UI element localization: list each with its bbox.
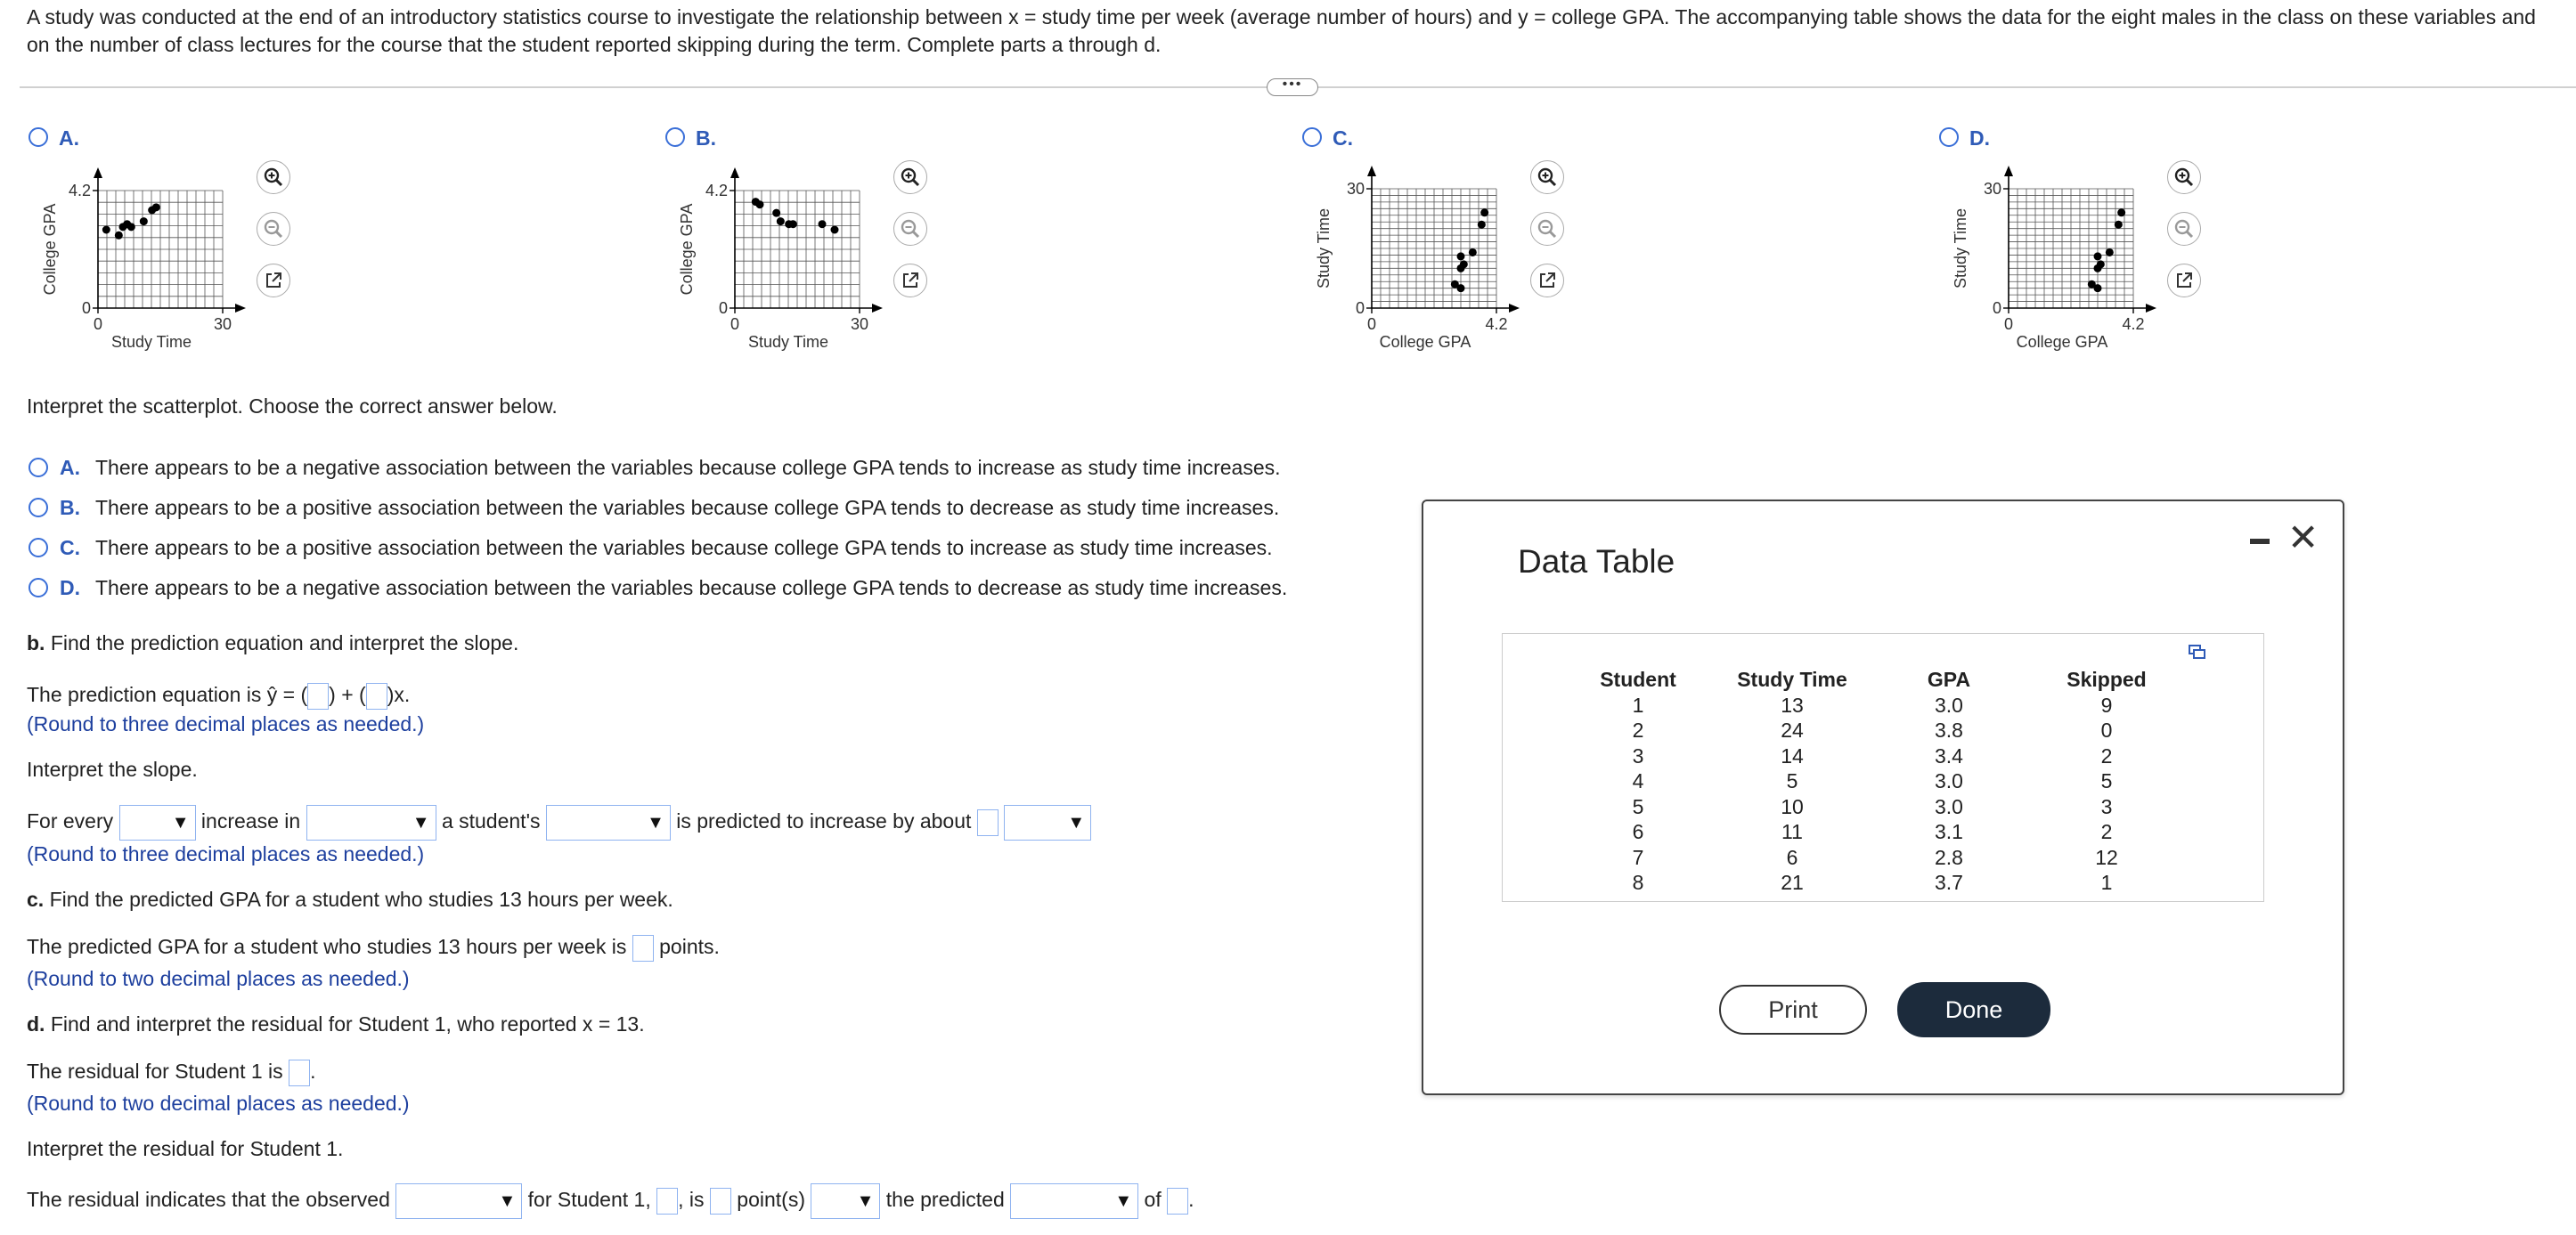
round-note-c: (Round to two decimal places as needed.) <box>27 967 410 990</box>
data-point <box>140 217 148 225</box>
x-tick-left-label: 0 <box>93 315 103 333</box>
problem-statement: A study was conducted at the end of an introductory statistics course to investigate the relationship between x = study time per week (average number of hours) and y = college GPA. The accompanying table shows the data for the eight males in the class on these variables and on the number of class lectures for the course that the student reported skipping during the term. Complete parts a through d. <box>27 5 2536 56</box>
predicted-gpa-row <box>27 935 720 962</box>
residual-input[interactable] <box>289 1060 310 1086</box>
residual-period: . <box>310 1060 316 1084</box>
choice-a-text: There appears to be a negative association between the variables because college GPA tends to increase as study time increases. <box>95 456 1281 479</box>
y-tick-bottom-label: 0 <box>1992 299 2001 317</box>
zoom-in-icon[interactable] <box>257 160 290 194</box>
x-axis-arrow <box>872 304 883 313</box>
y-axis-arrow <box>730 167 739 178</box>
cell: 2.8 <box>1935 845 1963 869</box>
of-text: of <box>1144 1188 1162 1212</box>
cell: 3.1 <box>1935 820 1963 843</box>
y-tick-bottom-label: 0 <box>81 299 91 317</box>
data-point <box>772 209 780 217</box>
residual-points-input[interactable] <box>710 1188 731 1215</box>
y-axis-label: Study Time <box>1315 207 1333 289</box>
print-button[interactable]: Print <box>1719 985 1867 1035</box>
cell: 6 <box>1786 845 1798 869</box>
plot-option-b-letter: B. <box>696 126 716 150</box>
response-dropdown[interactable]: ▼ <box>546 805 671 841</box>
cell: 3.0 <box>1935 769 1963 792</box>
unit-dropdown[interactable]: ▼ <box>119 805 196 841</box>
eq-plus: ) + ( <box>329 683 366 707</box>
slope-value-input[interactable] <box>977 809 999 836</box>
col-gpa <box>1913 667 1985 896</box>
data-point <box>2094 252 2102 260</box>
minimize-icon[interactable] <box>2250 539 2270 544</box>
predicted-increase-text: is predicted to increase by about <box>676 809 972 833</box>
y-tick-bottom-label: 0 <box>1355 299 1365 317</box>
y-axis-label: College GPA <box>41 203 59 296</box>
data-point <box>2106 248 2114 256</box>
choice-c-radio[interactable] <box>29 538 48 557</box>
end-period: . <box>1188 1188 1194 1212</box>
data-point <box>819 220 827 228</box>
round-note-d: (Round to two decimal places as needed.) <box>27 1092 410 1115</box>
choice-d-radio[interactable] <box>29 578 48 597</box>
scatterplot-b <box>637 151 904 383</box>
eq-equals: = ( <box>282 683 308 707</box>
header-skipped: Skipped <box>2067 668 2147 691</box>
part-b-label: b. <box>27 631 45 654</box>
choice-a-radio[interactable] <box>29 458 48 477</box>
cell: 3 <box>2100 794 2113 818</box>
cell: 1 <box>1632 693 1644 717</box>
predicted-gpa-input[interactable] <box>632 935 654 962</box>
cell: 0 <box>2100 719 2113 742</box>
observed-variable-dropdown[interactable]: ▼ <box>395 1183 522 1219</box>
header-student: Student <box>1600 668 1676 691</box>
round-note-b2: (Round to three decimal places as needed.) <box>27 842 425 865</box>
plot-option-c-letter: C. <box>1333 126 1353 150</box>
eq-prefix: The prediction equation is <box>27 683 262 707</box>
observed-text: The residual indicates that the observed <box>27 1188 390 1212</box>
cell: 2 <box>1632 719 1644 742</box>
data-point <box>2088 280 2096 288</box>
eq-end: )x. <box>387 683 411 707</box>
part-d-heading <box>27 1012 645 1036</box>
plot-option-a-radio[interactable] <box>29 127 48 147</box>
x-axis-label: Study Time <box>110 333 192 351</box>
units-dropdown[interactable]: ▼ <box>1004 805 1091 841</box>
cell: 3.8 <box>1935 719 1963 742</box>
prediction-equation-row <box>27 683 410 710</box>
cell: 12 <box>2095 845 2118 869</box>
zoom-out-icon[interactable] <box>257 212 290 246</box>
zoom-out-icon[interactable] <box>2167 212 2201 246</box>
slope-interpretation-row <box>27 805 1091 841</box>
plot-option-b-radio[interactable] <box>665 127 685 147</box>
cell: 24 <box>1781 719 1804 742</box>
scatterplot-c <box>1274 151 1541 383</box>
data-point <box>2097 260 2105 268</box>
col-study-time <box>1730 667 1855 896</box>
x-axis-arrow <box>1509 304 1520 313</box>
open-external-icon[interactable] <box>257 264 290 297</box>
y-hat: ŷ <box>266 683 278 707</box>
residual-interpretation-row <box>27 1183 1194 1219</box>
the-predicted-text: the predicted <box>885 1188 1005 1212</box>
cell: 1 <box>2100 871 2113 894</box>
choice-d-letter: D. <box>60 576 80 599</box>
y-axis-arrow <box>94 167 102 178</box>
data-point <box>777 217 785 225</box>
cell: 5 <box>1632 794 1644 818</box>
cell: 5 <box>1786 769 1798 792</box>
cell: 3.0 <box>1935 693 1963 717</box>
plot-option-d-letter: D. <box>1969 126 1990 150</box>
data-point <box>127 223 135 231</box>
y-tick-top-label: 30 <box>1346 180 1365 198</box>
col-student <box>1591 667 1685 896</box>
x-tick-left-label: 0 <box>1366 315 1377 333</box>
data-point <box>1451 280 1459 288</box>
choice-d-text: There appears to be a negative association between the variables because college GPA tends to decrease as study time increases. <box>95 576 1288 599</box>
variable-dropdown[interactable]: ▼ <box>306 805 436 841</box>
interpret-prompt: Interpret the scatterplot. Choose the correct answer below. <box>27 394 558 418</box>
scatterplot-a <box>0 151 267 383</box>
x-tick-left-label: 0 <box>730 315 740 333</box>
expand-more-button[interactable]: ••• <box>1267 78 1318 96</box>
cell: 11 <box>1781 820 1803 843</box>
zoom-in-icon[interactable] <box>893 160 927 194</box>
x-axis-label: Study Time <box>747 333 829 351</box>
y-tick-top-label: 30 <box>1983 180 2001 198</box>
zoom-out-icon[interactable] <box>893 212 927 246</box>
data-point <box>1478 221 1486 229</box>
part-d-label: d. <box>27 1012 45 1036</box>
x-axis-arrow <box>2146 304 2156 313</box>
cell: 8 <box>1632 871 1644 894</box>
data-point <box>1469 248 1477 256</box>
choice-c-text: There appears to be a positive association between the variables because college GPA tends to increase as study time increases. <box>95 536 1273 559</box>
predicted-value-input[interactable] <box>1167 1188 1188 1215</box>
data-point <box>789 220 797 228</box>
cell: 3.4 <box>1935 743 1963 768</box>
intercept-input[interactable] <box>307 683 329 710</box>
x-tick-right-label: 4.2 <box>2122 315 2145 333</box>
y-axis-label: College GPA <box>678 203 696 296</box>
cell: 2 <box>2100 743 2113 768</box>
zoom-in-icon[interactable] <box>2167 160 2201 194</box>
data-point <box>1457 252 1465 260</box>
open-external-icon[interactable] <box>1530 264 1564 297</box>
cell: 6 <box>1632 820 1644 843</box>
choice-b-radio[interactable] <box>29 498 48 517</box>
plot-option-d-radio[interactable] <box>1939 127 1959 147</box>
zoom-in-icon[interactable] <box>1530 160 1564 194</box>
choice-c-letter: C. <box>60 536 80 559</box>
cell: 7 <box>1632 845 1644 869</box>
x-axis-arrow <box>235 304 246 313</box>
y-axis-arrow <box>1367 166 1376 176</box>
data-point <box>831 226 839 234</box>
predicted-variable-dropdown[interactable]: ▼ <box>1010 1183 1138 1219</box>
observed-value-input[interactable] <box>656 1188 678 1215</box>
part-d-title: Find and interpret the residual for Student 1, who reported x = 13. <box>50 1012 645 1036</box>
copy-table-icon[interactable] <box>2188 644 2207 660</box>
for-every-text: For every <box>27 809 114 833</box>
data-point <box>2117 208 2125 216</box>
plot-option-a-letter: A. <box>59 126 79 150</box>
open-external-icon[interactable] <box>893 264 927 297</box>
cell: 9 <box>2100 693 2113 717</box>
header-study-time: Study Time <box>1737 668 1847 691</box>
cell: 10 <box>1781 794 1804 818</box>
cell: 21 <box>1781 871 1804 894</box>
x-tick-right-label: 30 <box>850 315 869 333</box>
slope-input[interactable] <box>366 683 387 710</box>
cell: 4 <box>1632 769 1644 792</box>
choice-b-text: There appears to be a positive association between the variables because college GPA tends to decrease as study time increases. <box>95 496 1280 519</box>
is-text: , is <box>678 1188 705 1212</box>
interpret-slope-label: Interpret the slope. <box>27 758 198 781</box>
choice-b-letter: B. <box>60 496 80 519</box>
data-point <box>2115 221 2123 229</box>
zoom-out-icon[interactable] <box>1530 212 1564 246</box>
residual-text: The residual for Student 1 is <box>27 1060 283 1084</box>
close-icon[interactable]: ✕ <box>2287 516 2319 558</box>
scatterplot-d <box>1911 151 2178 383</box>
x-tick-left-label: 0 <box>2003 315 2014 333</box>
y-tick-bottom-label: 0 <box>718 299 728 317</box>
y-tick-top-label: 4.2 <box>68 182 91 199</box>
y-axis-arrow <box>2004 166 2013 176</box>
data-point <box>152 203 160 211</box>
students-text: a student's <box>441 809 541 833</box>
x-tick-right-label: 30 <box>213 315 232 333</box>
open-external-icon[interactable] <box>2167 264 2201 297</box>
cell: 5 <box>2100 769 2113 792</box>
x-axis-label: College GPA <box>2016 333 2108 351</box>
y-axis-label: Study Time <box>1952 207 1969 289</box>
points-text: points. <box>659 935 720 959</box>
data-point <box>1460 260 1468 268</box>
col-skipped <box>2058 667 2156 896</box>
direction-dropdown[interactable]: ▼ <box>811 1183 880 1219</box>
predicted-gpa-text: The predicted GPA for a student who studies 13 hours per week is <box>27 935 627 959</box>
part-b-title: Find the prediction equation and interpret the slope. <box>50 631 519 654</box>
data-point <box>102 226 110 234</box>
cell: 3 <box>1632 743 1644 768</box>
data-point <box>1480 208 1488 216</box>
for-student-text: for Student 1, <box>527 1188 651 1212</box>
cell: 2 <box>2100 820 2113 843</box>
cell: 3.0 <box>1935 794 1963 818</box>
data-point <box>756 200 764 208</box>
choice-a-letter: A. <box>60 456 80 479</box>
x-axis-label: College GPA <box>1379 333 1471 351</box>
interpret-residual-label: Interpret the residual for Student 1. <box>27 1137 344 1160</box>
residual-row <box>27 1060 315 1086</box>
points-label: point(s) <box>737 1188 805 1212</box>
increase-in-text: increase in <box>200 809 301 833</box>
round-note-b1: (Round to three decimal places as needed.) <box>27 712 425 735</box>
plot-option-c-radio[interactable] <box>1302 127 1322 147</box>
cell: 13 <box>1781 693 1804 717</box>
x-tick-right-label: 4.2 <box>1485 315 1508 333</box>
part-c-title: Find the predicted GPA for a student who studies 13 hours per week. <box>49 888 673 911</box>
header-gpa: GPA <box>1927 668 1971 691</box>
y-tick-top-label: 4.2 <box>705 182 728 199</box>
done-button[interactable]: Done <box>1897 982 2050 1037</box>
cell: 3.7 <box>1935 871 1963 894</box>
part-c-label: c. <box>27 888 45 911</box>
part-b-heading <box>27 631 518 655</box>
cell: 14 <box>1781 743 1804 768</box>
part-c-heading <box>27 888 673 912</box>
data-point <box>115 232 123 240</box>
dialog-title: Data Table <box>1518 543 1675 580</box>
